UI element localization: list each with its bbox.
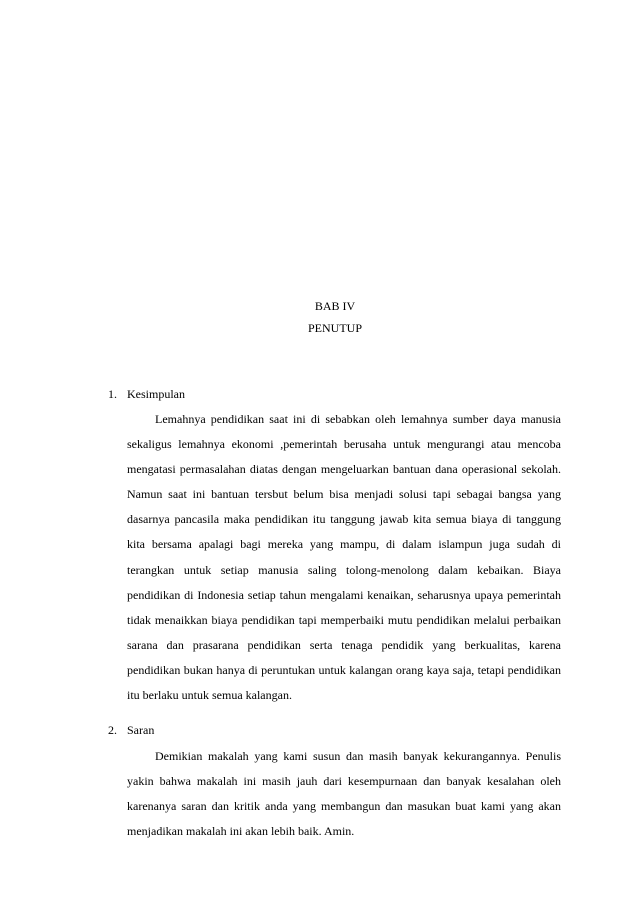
section-number: 1. — [108, 387, 117, 401]
section-saran — [108, 722, 561, 844]
chapter-title: PENUTUP — [307, 321, 362, 335]
section-heading — [108, 386, 561, 402]
section-kesimpulan — [108, 386, 561, 708]
section-title: Kesimpulan — [127, 387, 185, 401]
section-title: Saran — [127, 723, 155, 737]
section-heading — [108, 722, 561, 738]
chapter-number: BAB IV — [314, 299, 356, 313]
section-paragraph: Lemahnya pendidikan saat ini di sebabkan oleh lemahnya sumber daya manusia sekaligus lemahnya ekonomi ,pemerintah berusaha untuk mengurangi atau mencoba mengatasi permasalahan diatas dengan mengeluarkan bantuan dana operasional sekolah. Namun saat ini bantuan tersbut belum bisa menjadi solusi tapi sebagai bangsa yang dasarnya pancasila maka pendidikan itu tanggung jawab kita semua biaya di tanggung kita bersama apalagi bagi mereka yang mampu, di dalam islampun juga sudah di terangkan untuk setiap manusia saling tolong-menolong dalam kebaikan. Biaya pendidikan di Indonesia setiap tahun mengalami kenaikan, seharusnya upaya pemerintah tidak menaikkan biaya pendidikan tapi memperbaiki mutu pendidikan melalui perbaikan sarana dan prasarana pendidikan serta tenaga pendidik yang berkualitas, karena pendidikan bukan hanya di peruntukan untuk kalangan orang kaya saja, tetapi pendidikan itu berlaku untuk semua kalangan. — [127, 412, 561, 703]
section-number: 2. — [108, 723, 117, 737]
section-paragraph: Demikian makalah yang kami susun dan masih banyak kekurangannya. Penulis yakin bahwa makalah ini masih jauh dari kesempurnaan dan banyak kesalahan oleh karenanya saran dan kritik anda yang membangun dan masukan buat kami yang akan menjadikan makalah ini akan lebih baik. Amin. — [127, 749, 561, 839]
